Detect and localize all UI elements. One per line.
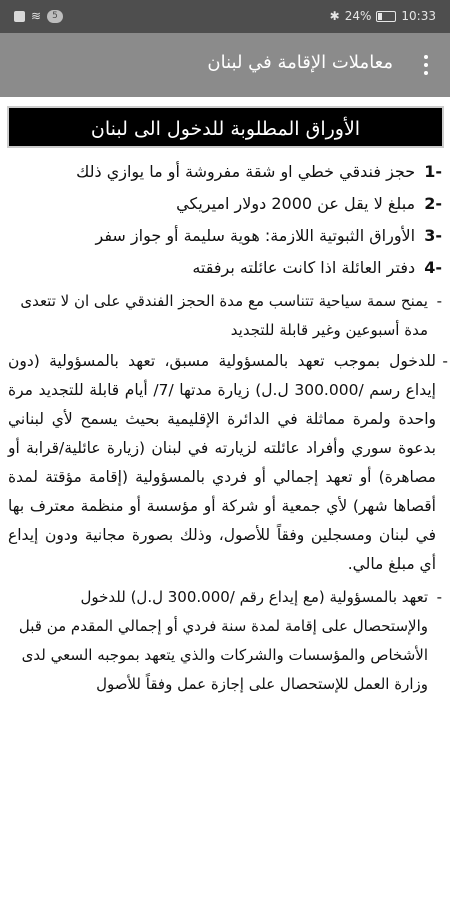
more-vert-icon[interactable]	[414, 53, 438, 77]
list-item	[8, 189, 442, 219]
item-text: حجز فندقي خطي او شقة مفروشة أو ما يوازي ذلك	[76, 162, 416, 181]
visa-note: - يمنح سمة سياحية تتناسب مع مدة الحجز الفندقي على ان لا تتعدى مدة أسبوعين وغير قابلة للتجديد	[8, 287, 442, 345]
item-text: الأوراق الثبوتية اللازمة: هوية سليمة أو جواز سفر	[95, 226, 416, 245]
status-right-icons	[330, 9, 436, 23]
residency-note: - تعهد بالمسؤولية (مع إيداع رقم /300.000 ل.ل) للدخول والإستحصال على إقامة لمدة سنة فردي أو إجمالي المقدم من قبل الأشخاص والمؤسسات والشركات والذي يتعهد بموجبه السعي لدى وزارة العمل للإستحصال على إجازة عمل وفقاً للأصول	[8, 583, 442, 699]
battery-icon	[376, 11, 396, 22]
status-time: 10:33	[401, 9, 436, 23]
wifi-icon: ≋	[31, 9, 42, 23]
battery-percent: 24%	[344, 9, 372, 23]
item-number: -1	[424, 162, 442, 181]
list-item	[8, 157, 442, 187]
list-item	[8, 253, 442, 283]
notification-icon	[14, 11, 25, 22]
requirements-list	[8, 157, 442, 699]
app-title: معاملات الإقامة في لبنان	[207, 52, 393, 73]
item-number: -4	[424, 258, 442, 277]
content-area[interactable]	[0, 97, 450, 900]
app-bar	[0, 33, 450, 97]
item-text: مبلغ لا يقل عن 2000 دولار اميريكي	[176, 194, 416, 213]
item-number: -2	[424, 194, 442, 213]
notification-count-badge: 5	[47, 10, 63, 23]
item-text: دفتر العائلة اذا كانت عائلته برفقته	[192, 258, 416, 277]
list-item	[8, 221, 442, 251]
status-bar	[0, 0, 450, 33]
bluetooth-icon: ✱	[329, 9, 340, 23]
sponsorship-paragraph: - للدخول بموجب تعهد بالمسؤولية مسبق، تعهد بالمسؤولية (دون إيداع رسم /300.000 ل.ل) زيارة مدتها /7/ أيام قابلة للتجديد مرة واحدة ولمرة مماثلة في الدائرة الإقليمية بحيث يسمح لأي لبناني بدعوة سوري وأفراد عائلته لزيارته في لبنان (زيارة عائلية/قرابة أو مصاهرة) أو تعهد إجمالي أو فردي بالمسؤولية (إقامة مؤقتة لمدة أقصاها شهر) لأي جمعية أو شركة أو مؤسسة أو منظمة معترف بها في لبنان ومسجلين وفقاً للأصول، وذلك بصورة مجانية ودون إيداع أي مبلغ مالي.	[8, 347, 442, 579]
section-title: الأوراق المطلوبة للدخول الى لبنان	[7, 106, 444, 148]
status-left-icons	[14, 9, 63, 23]
item-number: -3	[424, 226, 442, 245]
